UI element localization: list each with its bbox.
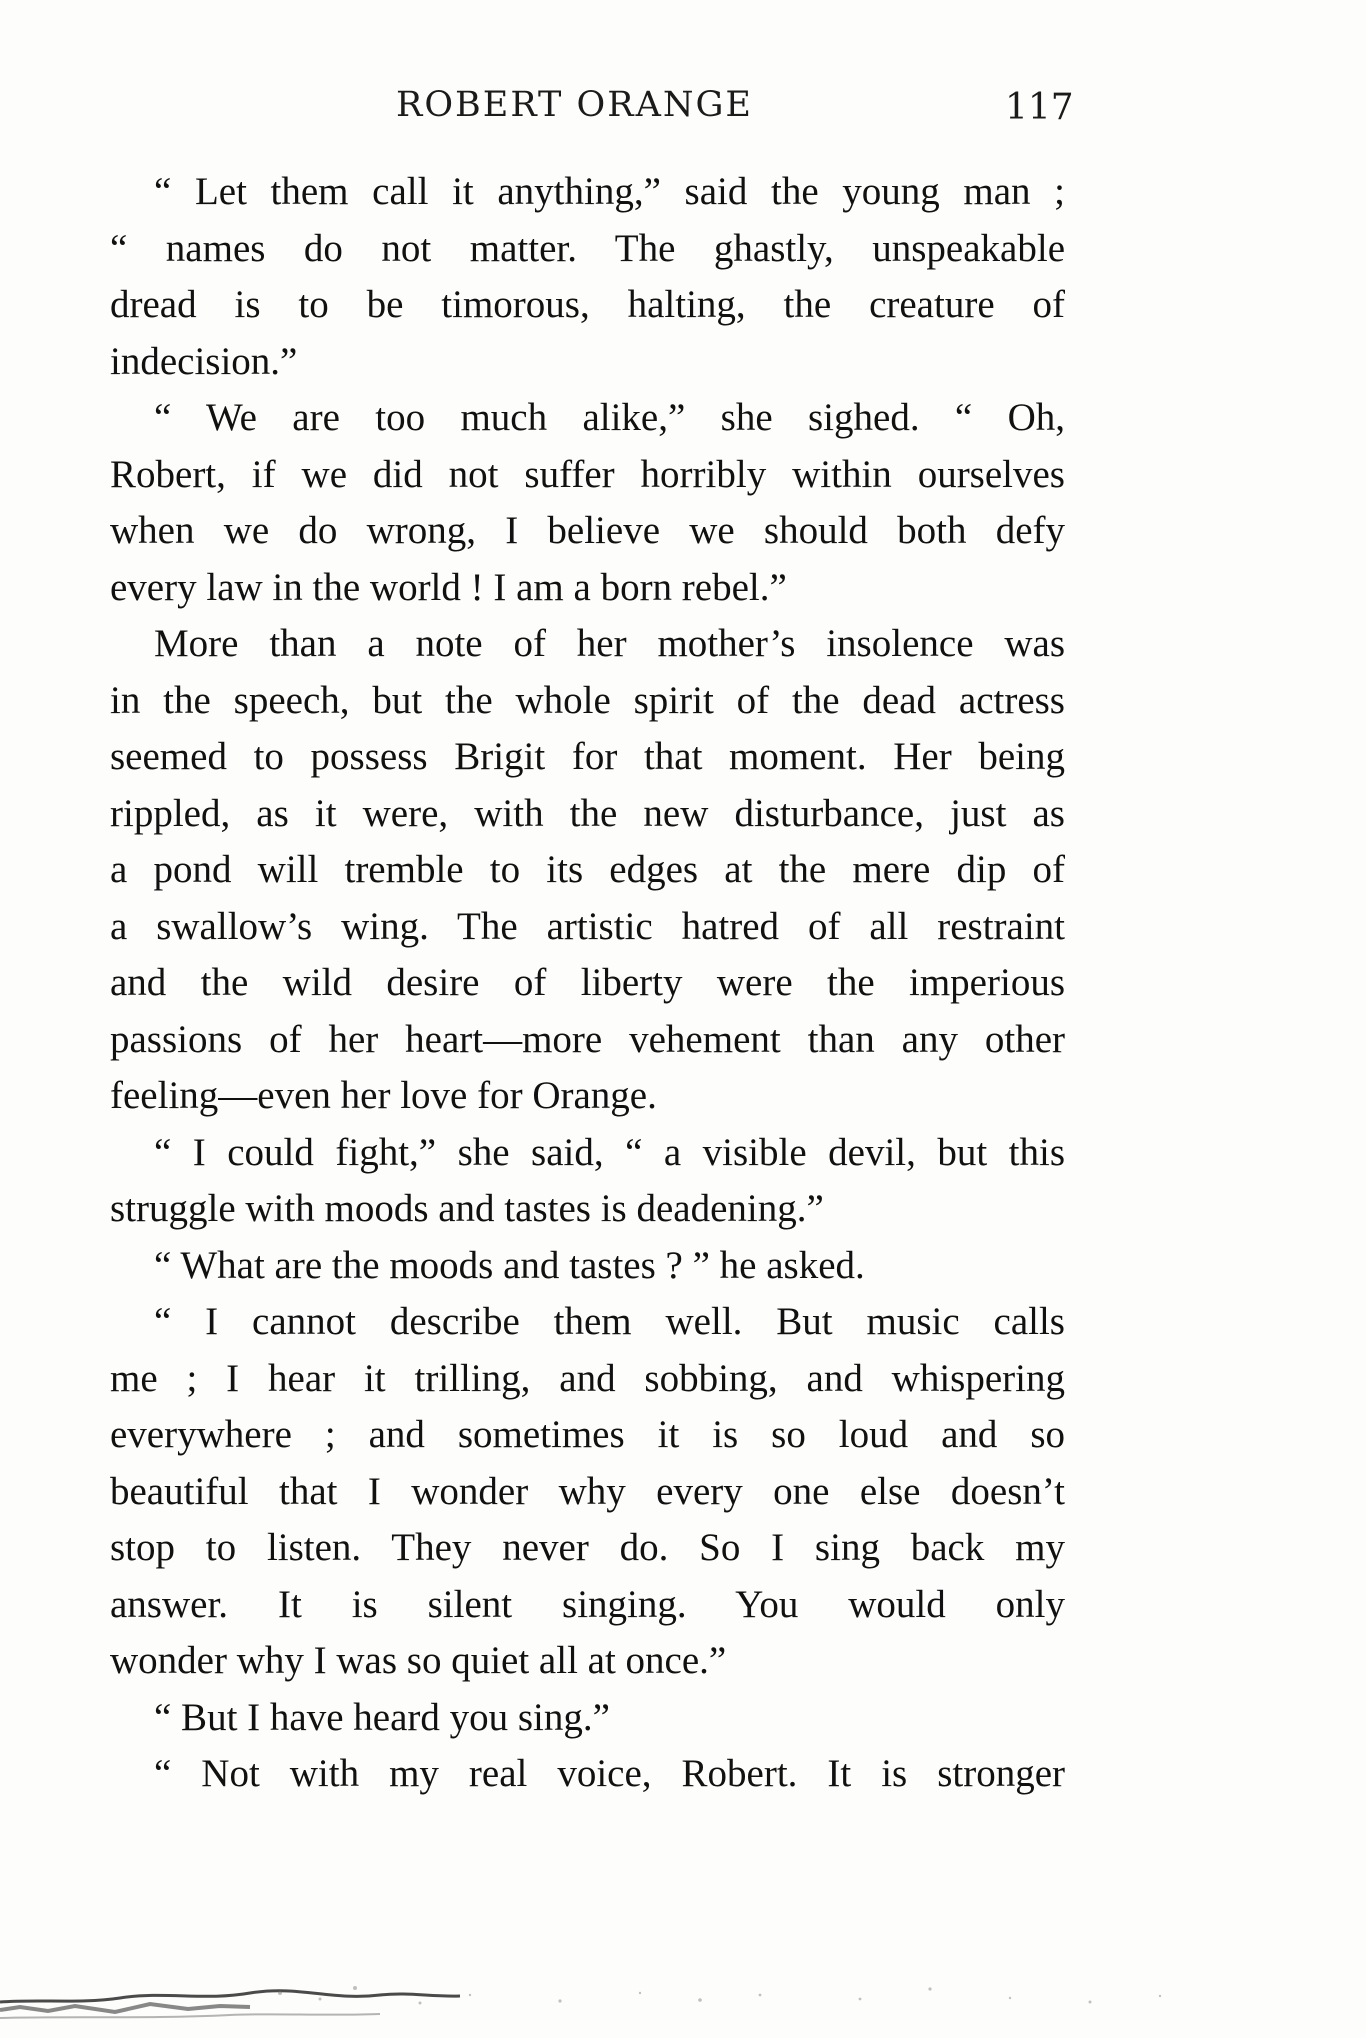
text-line: “ We are too much alike,” she sighed. “ Oh,	[154, 396, 1065, 439]
paragraph	[110, 164, 1065, 390]
paragraph	[110, 616, 1065, 1125]
running-head	[0, 78, 1366, 132]
text-line: “ What are the moods and tastes ? ” he asked.	[154, 1243, 865, 1287]
text-line: and the wild desire of liberty were the imperious	[110, 961, 1065, 1004]
paragraph	[110, 1125, 1065, 1238]
text-line: “ names do not matter. The ghastly, unspeakable	[110, 226, 1065, 270]
text-line: dread is to be timorous, halting, the creature of	[110, 283, 1065, 326]
text-line: a swallow’s wing. The artistic hatred of all restraint	[110, 904, 1065, 948]
text-line: a pond will tremble to its edges at the mere dip of	[110, 848, 1065, 891]
text-line: wonder why I was so quiet all at once.”	[110, 1639, 727, 1682]
text-line: “ I could fight,” she said, “ a visible devil, but this	[154, 1130, 1065, 1174]
text-line: struggle with moods and tastes is deadening.”	[110, 1187, 824, 1230]
text-line: “ I cannot describe them well. But music calls	[154, 1300, 1065, 1343]
text-line: passions of her heart—more vehement than any other	[110, 1017, 1065, 1061]
text-line: stop to listen. They never do. So I sing back my	[110, 1526, 1065, 1569]
text-line: Robert, if we did not suffer horribly within ourselves	[110, 452, 1065, 496]
running-title: ROBERT ORANGE	[396, 85, 753, 125]
text-line: seemed to possess Brigit for that moment. Her being	[110, 735, 1065, 778]
text-line: “ Not with my real voice, Robert. It is stronger	[154, 1752, 1065, 1795]
text-line: “ Let them call it anything,” said the young man ;	[154, 170, 1065, 213]
scan-edge-artifact	[0, 1905, 1366, 2038]
text-line: everywhere ; and sometimes it is so loud and so	[110, 1413, 1065, 1456]
paragraph	[110, 1690, 1065, 1747]
paragraph	[110, 1746, 1065, 1803]
text-line: “ But I have heard you sing.”	[154, 1695, 610, 1739]
paragraph	[110, 1294, 1065, 1690]
text-line: answer. It is silent singing. You would only	[110, 1582, 1065, 1626]
text-line: indecision.”	[110, 339, 298, 383]
page-number: 117	[1005, 87, 1074, 128]
paragraph	[110, 1238, 1065, 1295]
text-line: More than a note of her mother’s insolence was	[154, 622, 1065, 665]
text-line: every law in the world ! I am a born rebel.”	[110, 565, 787, 609]
text-line: feeling—even her love for Orange.	[110, 1074, 657, 1117]
text-line: rippled, as it were, with the new disturbance, just as	[110, 791, 1065, 835]
text-line: beautiful that I wonder why every one else doesn’t	[110, 1469, 1065, 1513]
text-line: me ; I hear it trilling, and sobbing, and whispering	[110, 1356, 1065, 1400]
text-line: when we do wrong, I believe we should both defy	[110, 509, 1065, 552]
body-text	[110, 164, 1065, 1803]
text-line: in the speech, but the whole spirit of the dead actress	[110, 678, 1065, 722]
paragraph	[110, 390, 1065, 616]
